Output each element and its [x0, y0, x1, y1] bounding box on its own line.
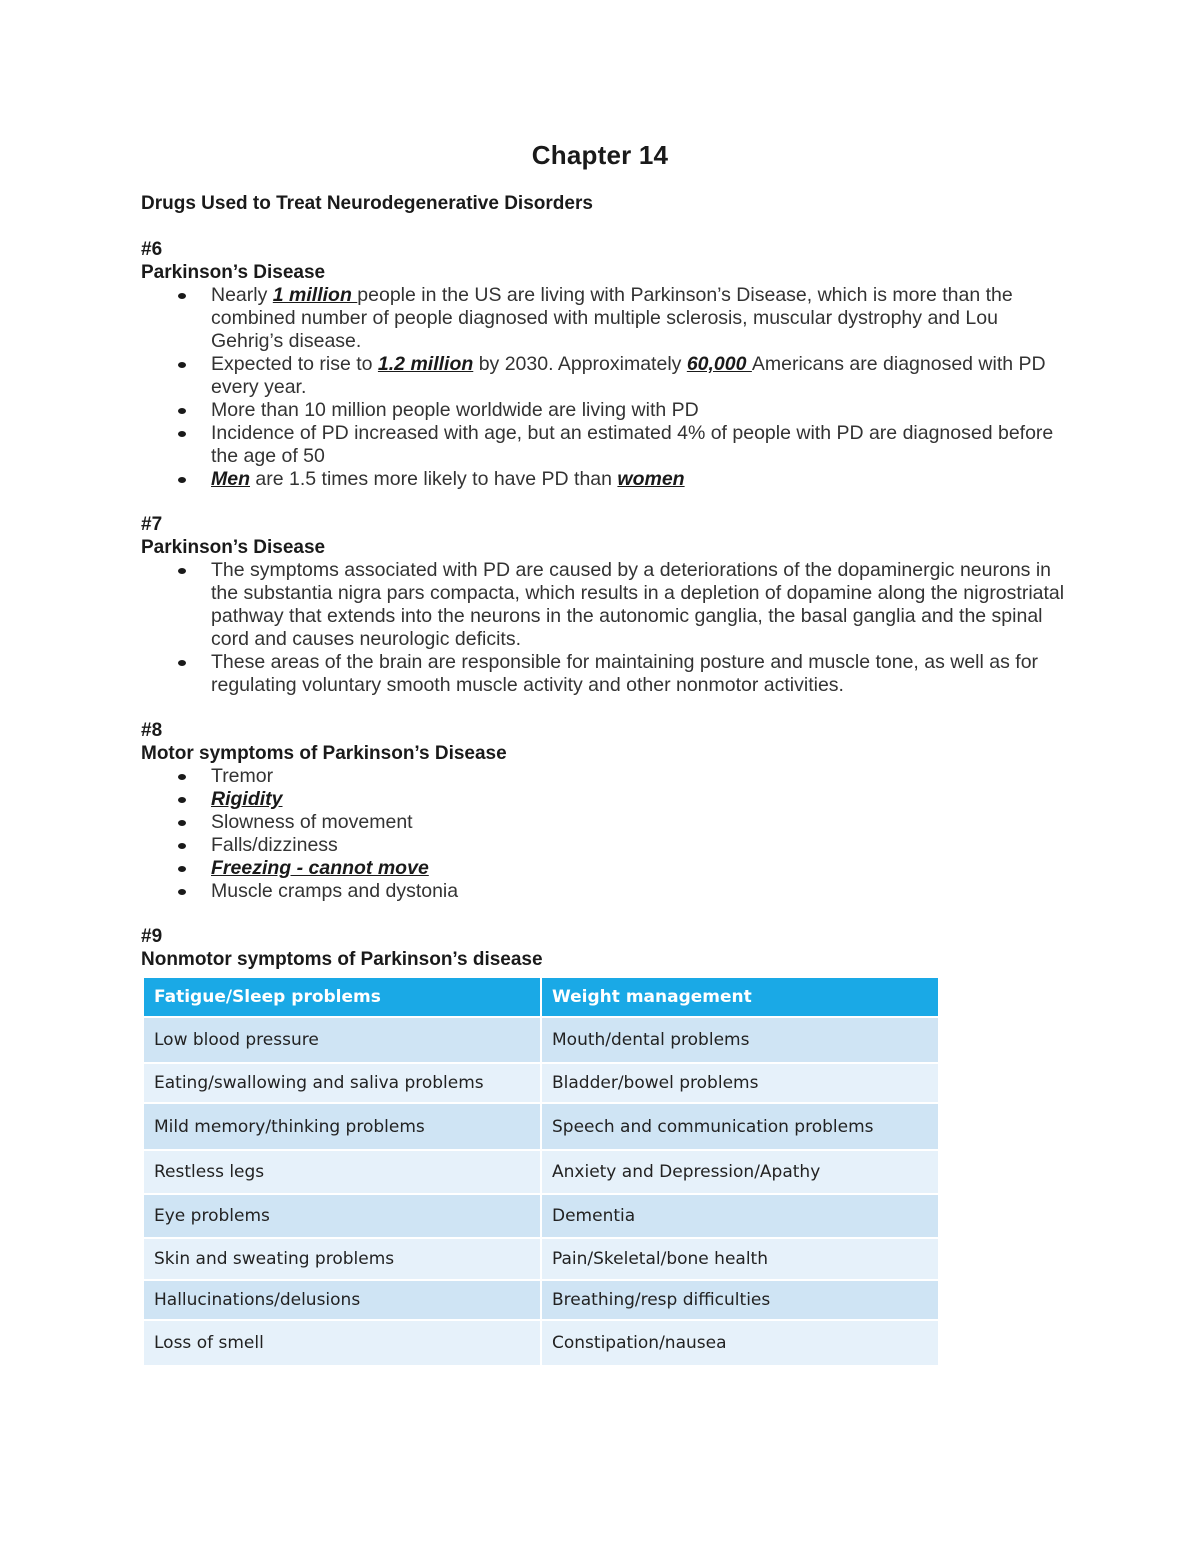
emphasized-text: 60,000 — [686, 353, 752, 375]
section-7 — [141, 513, 1071, 697]
emphasized-text: 1 million — [272, 284, 358, 306]
bullet-text: Falls/dizziness — [211, 834, 338, 856]
emphasized-text: women — [617, 468, 685, 490]
table-row — [144, 1195, 938, 1237]
bullet-item — [211, 651, 1071, 697]
table-row — [144, 1018, 938, 1062]
bullet-item — [211, 422, 1071, 468]
table-cell: Bladder/bowel problems — [542, 1064, 938, 1102]
table-cell: Skin and sweating problems — [144, 1239, 540, 1279]
section-number: #6 — [141, 239, 163, 260]
bullet-text: These areas of the brain are responsible for maintaining posture and muscle tone, as well as for regulating voluntary smooth muscle activity and other nonmotor activities. — [211, 651, 1039, 696]
bullet-item — [211, 353, 1071, 399]
bullet-text: by 2030. Approximately — [473, 353, 687, 375]
table-body — [144, 978, 938, 1365]
section-title: Parkinson’s Disease — [141, 262, 326, 283]
table-row — [144, 1064, 938, 1102]
bullet-text: Americans are diagnosed with PD every year. — [211, 353, 1046, 398]
bullet-item — [211, 765, 1071, 788]
table-row — [144, 1104, 938, 1149]
section-number: #7 — [141, 514, 163, 535]
bullet-list — [141, 765, 1071, 903]
table-cell: Low blood pressure — [144, 1018, 540, 1062]
table-cell: Breathing/resp difficulties — [542, 1281, 938, 1319]
bullet-text: are 1.5 times more likely to have PD than — [250, 468, 618, 490]
section-title: Nonmotor symptoms of Parkinson’s disease — [141, 949, 543, 970]
bullet-item — [211, 811, 1071, 834]
bullet-text: Incidence of PD increased with age, but an estimated 4% of people with PD are diagnosed before the age of 50 — [211, 422, 1054, 467]
table-cell: Restless legs — [144, 1151, 540, 1193]
bullet-item — [211, 284, 1071, 353]
emphasized-text: Freezing - cannot move — [211, 857, 429, 879]
bullet-list — [141, 284, 1071, 491]
bullet-item — [211, 399, 1071, 422]
bullet-text: The symptoms associated with PD are caused by a deteriorations of the dopaminergic neurons in the substantia nigra pars compacta, which results in a depletion of dopamine along the nigrostriatal pathway that extends into the neurons in the autonomic ganglia, the basal ganglia and the spinal cord and causes neurologic deficits. — [211, 559, 1065, 650]
emphasized-text: 1.2 million — [377, 353, 474, 375]
emphasized-text: Rigidity — [211, 788, 283, 810]
document-body — [141, 192, 1071, 971]
table-cell: Mild memory/thinking problems — [144, 1104, 540, 1149]
table-row — [144, 1239, 938, 1279]
bullet-text: Nearly — [211, 284, 273, 306]
section-title: Parkinson’s Disease — [141, 537, 326, 558]
section-number: #8 — [141, 720, 163, 741]
bullet-text: people in the US are living with Parkinson’s Disease, which is more than the combined number of people diagnosed with multiple sclerosis, muscular dystrophy and Lou Gehrig’s disease. — [211, 284, 1013, 352]
chapter-title: Chapter 14 — [531, 140, 669, 170]
table-row — [144, 1281, 938, 1319]
table-cell: Constipation/nausea — [542, 1321, 938, 1365]
table-cell: Eating/swallowing and saliva problems — [144, 1064, 540, 1102]
section-title: Motor symptoms of Parkinson’s Disease — [141, 743, 507, 764]
table-cell: Hallucinations/delusions — [144, 1281, 540, 1319]
table-cell: Anxiety and Depression/Apathy — [542, 1151, 938, 1193]
table-cell: Loss of smell — [144, 1321, 540, 1365]
bullet-item — [211, 468, 1071, 491]
table-cell: Pain/Skeletal/bone health — [542, 1239, 938, 1279]
bullet-item — [211, 857, 1071, 880]
section-8 — [141, 719, 1071, 903]
emphasized-text: Men — [211, 468, 250, 490]
table-row — [144, 1151, 938, 1193]
nonmotor-symptoms-table — [142, 976, 940, 1367]
section-9 — [141, 925, 1071, 971]
bullet-item — [211, 880, 1071, 903]
document-subtitle: Drugs Used to Treat Neurodegenerative Disorders — [141, 193, 593, 214]
bullet-text: Slowness of movement — [211, 811, 413, 833]
table-cell: Dementia — [542, 1195, 938, 1237]
section-6 — [141, 238, 1071, 491]
table-header-cell: Weight management — [542, 978, 938, 1016]
bullet-text: Expected to rise to — [211, 353, 378, 375]
table-header-cell: Fatigue/Sleep problems — [144, 978, 540, 1016]
table-row — [144, 1321, 938, 1365]
section-number: #9 — [141, 926, 163, 947]
table-header-row — [144, 978, 938, 1016]
table-cell: Speech and communication problems — [542, 1104, 938, 1149]
bullet-text: Tremor — [211, 765, 274, 787]
bullet-text: Muscle cramps and dystonia — [211, 880, 459, 902]
bullet-list — [141, 559, 1071, 697]
table-cell: Mouth/dental problems — [542, 1018, 938, 1062]
bullet-item — [211, 788, 1071, 811]
bullet-text: More than 10 million people worldwide are living with PD — [211, 399, 699, 421]
bullet-item — [211, 834, 1071, 857]
bullet-item — [211, 559, 1071, 651]
table-cell: Eye problems — [144, 1195, 540, 1237]
